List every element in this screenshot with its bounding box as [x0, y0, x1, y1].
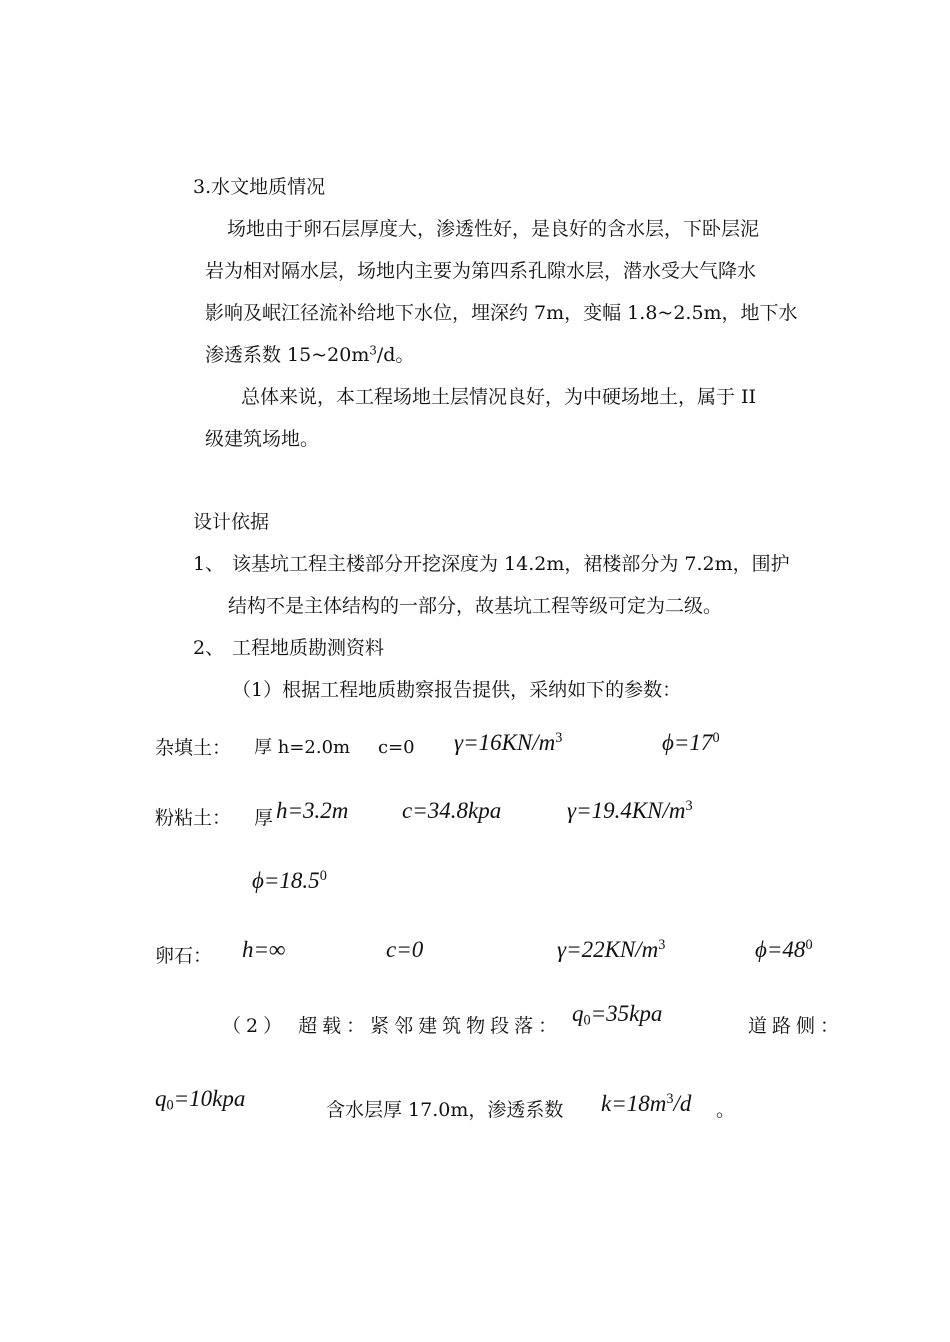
summary-line-1: 总体来说，本工程场地土层情况良好，为中硬场地土，属于 II	[241, 386, 757, 408]
gravel-friction-angle: $\phi=48^0$	[755, 937, 813, 962]
section-title: 3.水文地质情况	[193, 176, 326, 198]
road-side-label: 道路侧：	[748, 1015, 845, 1037]
design-basis-heading: 设计依据	[193, 511, 270, 533]
surcharge-building-value: $q_0=35kpa$	[572, 1001, 663, 1029]
hydro-line-3: 影响及岷江径流补给地下水位，埋深约 7m，变幅 1.8~2.5m，地下水	[205, 302, 798, 324]
fill-soil-unit-weight: $\gamma=16KN/m^3$	[454, 730, 563, 755]
surcharge-label: （2） 超载：紧邻建筑物段落：	[222, 1015, 563, 1037]
hydro-line-1: 场地由于卵石层厚度大，渗透性好，是良好的含水层，下卧层泥	[227, 218, 760, 240]
hydro-paragraph	[205, 208, 850, 376]
hydro-line-2: 岩为相对隔水层，场地内主要为第四系孔隙水层，潜水受大气降水	[205, 260, 757, 282]
item-1-line-1: 该基坑工程主楼部分开挖深度为 14.2m，裙楼部分为 7.2m，围护	[232, 553, 790, 575]
gravel-unit-weight: $\gamma=22KN/m^3$	[557, 937, 666, 962]
item-2-number: 2、	[193, 637, 225, 659]
surcharge-road-value: $q_0=10kpa$	[155, 1086, 246, 1114]
fill-soil-cohesion: c=0	[378, 737, 415, 758]
item-1-line-2: 结构不是主体结构的一部分，故基坑工程等级可定为二级。	[228, 595, 723, 617]
item-2-text: 工程地质勘测资料	[232, 637, 385, 659]
silty-clay-label: 粉粘土：	[155, 807, 232, 829]
silty-clay-unit-weight: $\gamma=19.4KN/m^3$	[567, 798, 693, 823]
silty-clay-thickness: h=3.2m	[276, 798, 349, 823]
silty-clay-cohesion: c=34.8kpa	[402, 798, 502, 823]
sentence-end-mark: 。	[716, 1099, 736, 1121]
summary-paragraph	[205, 376, 850, 460]
gravel-cohesion: c=0	[386, 937, 424, 962]
sub-1-text: （1）根据工程地质勘察报告提供，采纳如下的参数：	[232, 679, 682, 701]
summary-line-2: 级建筑场地。	[205, 428, 320, 450]
silty-clay-friction-angle: $\phi=18.5^0$	[252, 868, 327, 893]
fill-soil-label: 杂填土：	[155, 737, 232, 759]
fill-soil-friction-angle: $\phi=17^0$	[662, 730, 720, 755]
gravel-thickness: h=∞	[242, 937, 286, 962]
aquifer-text: 含水层厚 17.0m，渗透系数	[326, 1099, 564, 1121]
fill-soil-thickness: 厚 h=2.0m	[254, 737, 351, 758]
hydro-line-4: 渗透系数 $15\sim 20m^3/d$。	[205, 343, 415, 366]
permeability-coefficient: $k=18m^3/d$	[601, 1091, 692, 1116]
silty-clay-thickness-prefix: 厚	[254, 807, 274, 829]
gravel-label: 卵石：	[155, 945, 213, 967]
item-1-number: 1、	[193, 553, 225, 575]
